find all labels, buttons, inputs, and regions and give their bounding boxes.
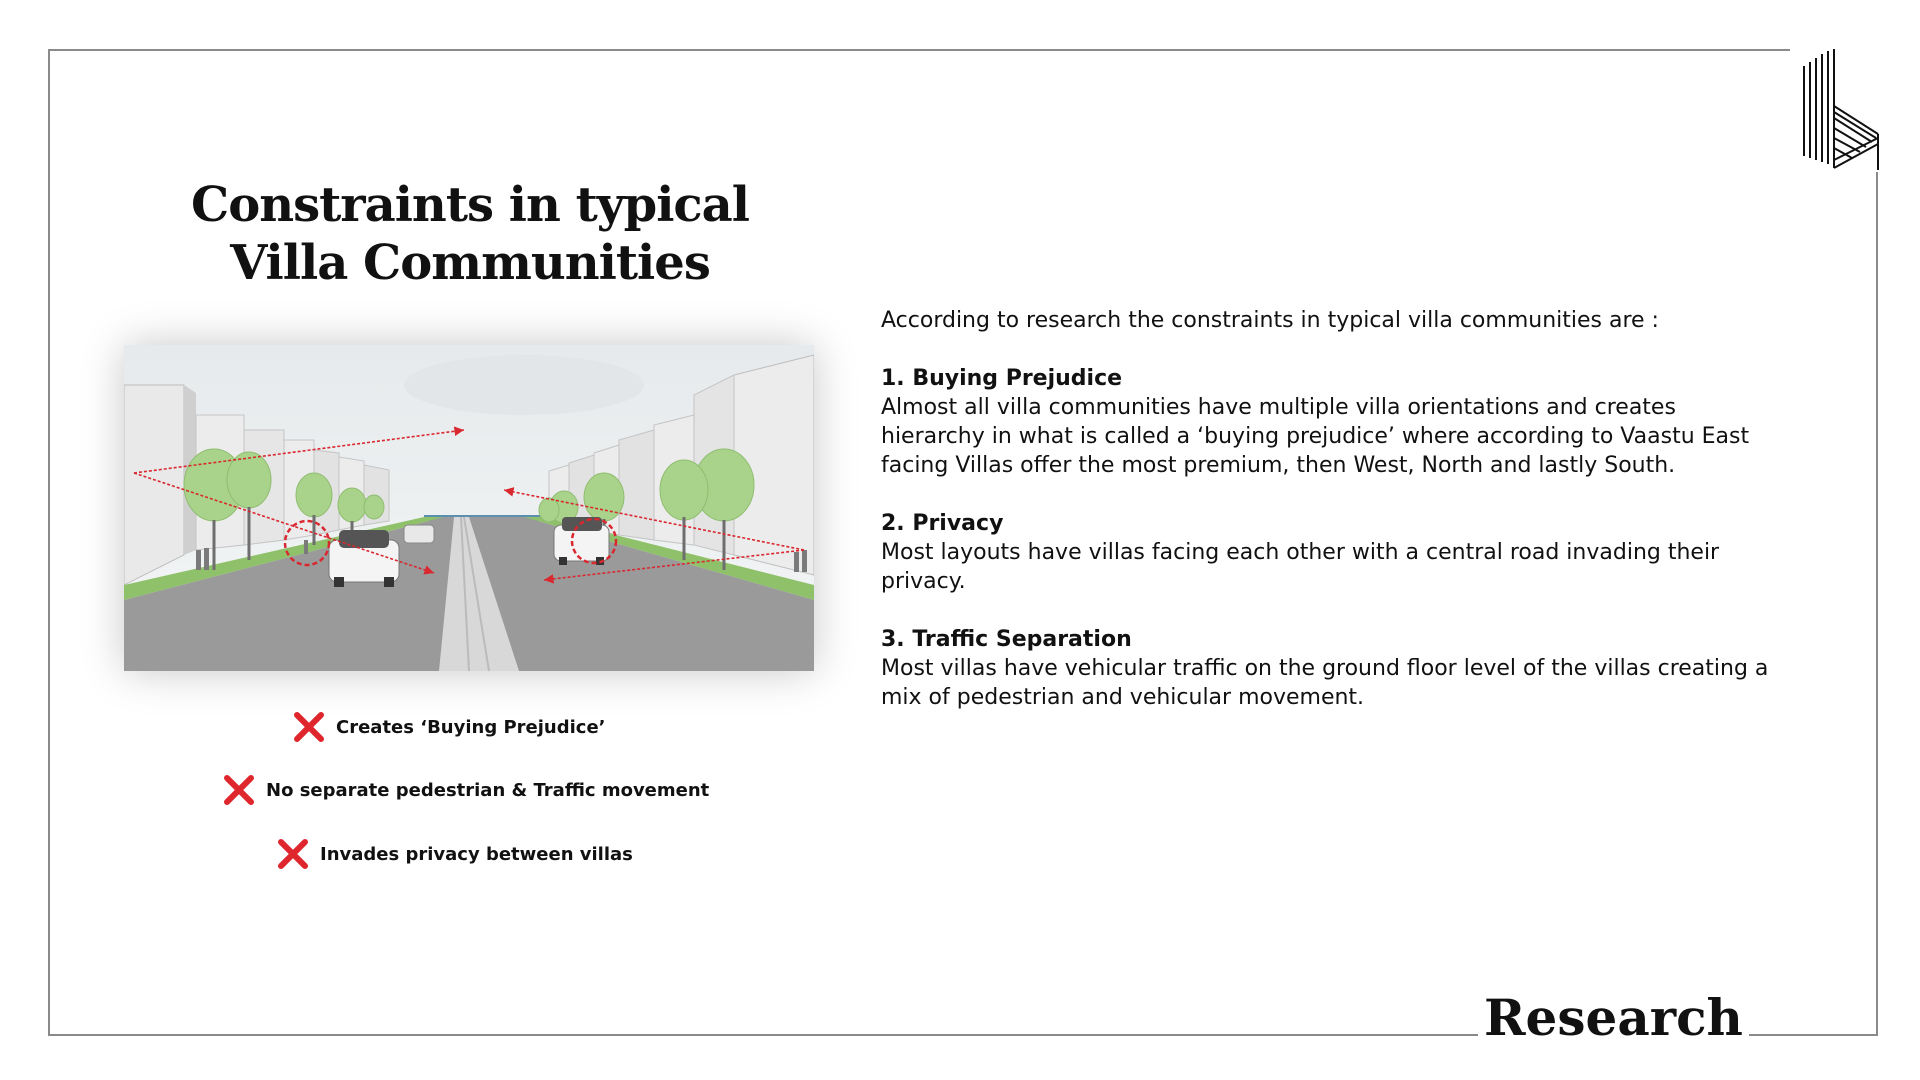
page-title <box>150 176 790 292</box>
page-title-line-1: Constraints in typical <box>190 177 749 233</box>
section-text: Most layouts have villas facing each other with a central road invading their privacy. <box>881 540 1720 594</box>
section-text: Most villas have vehicular traffic on the ground floor level of the villas creating a mix of pedestrian and vehicular movement. <box>881 656 1769 710</box>
section-heading: 2. Privacy <box>881 511 1004 536</box>
bullet-item <box>222 773 709 807</box>
section-heading: 1. Buying Prejudice <box>881 366 1123 391</box>
body-text <box>881 306 1781 741</box>
bullet-item <box>276 837 633 871</box>
intro-paragraph: According to research the constraints in typical villa communities are : <box>881 308 1659 333</box>
page-title-line-2: Villa Communities <box>230 235 710 291</box>
brand-lines-logo-icon <box>1790 48 1886 172</box>
bullet-label: No separate pedestrian & Traffic movement <box>266 779 710 801</box>
section-buying-prejudice <box>881 364 1781 480</box>
bullet-label: Creates ‘Buying Prejudice’ <box>336 716 606 738</box>
bullet-label: Invades privacy between villas <box>320 843 633 865</box>
bullet-item <box>292 710 606 744</box>
section-traffic-separation <box>881 625 1781 712</box>
red-x-icon <box>222 773 256 807</box>
section-privacy <box>881 509 1781 596</box>
red-x-icon <box>276 837 310 871</box>
street-scene-illustration <box>124 345 814 671</box>
section-text: Almost all villa communities have multiple villa orientations and creates hierarchy in what is called a ‘buying prejudice’ where according to Vaastu East facing Villas offer the most premium, then West, North and lastly South. <box>881 395 1750 478</box>
section-heading: 3. Traffic Separation <box>881 627 1132 652</box>
red-x-icon <box>292 710 326 744</box>
section-label-research: Research <box>1478 988 1749 1048</box>
